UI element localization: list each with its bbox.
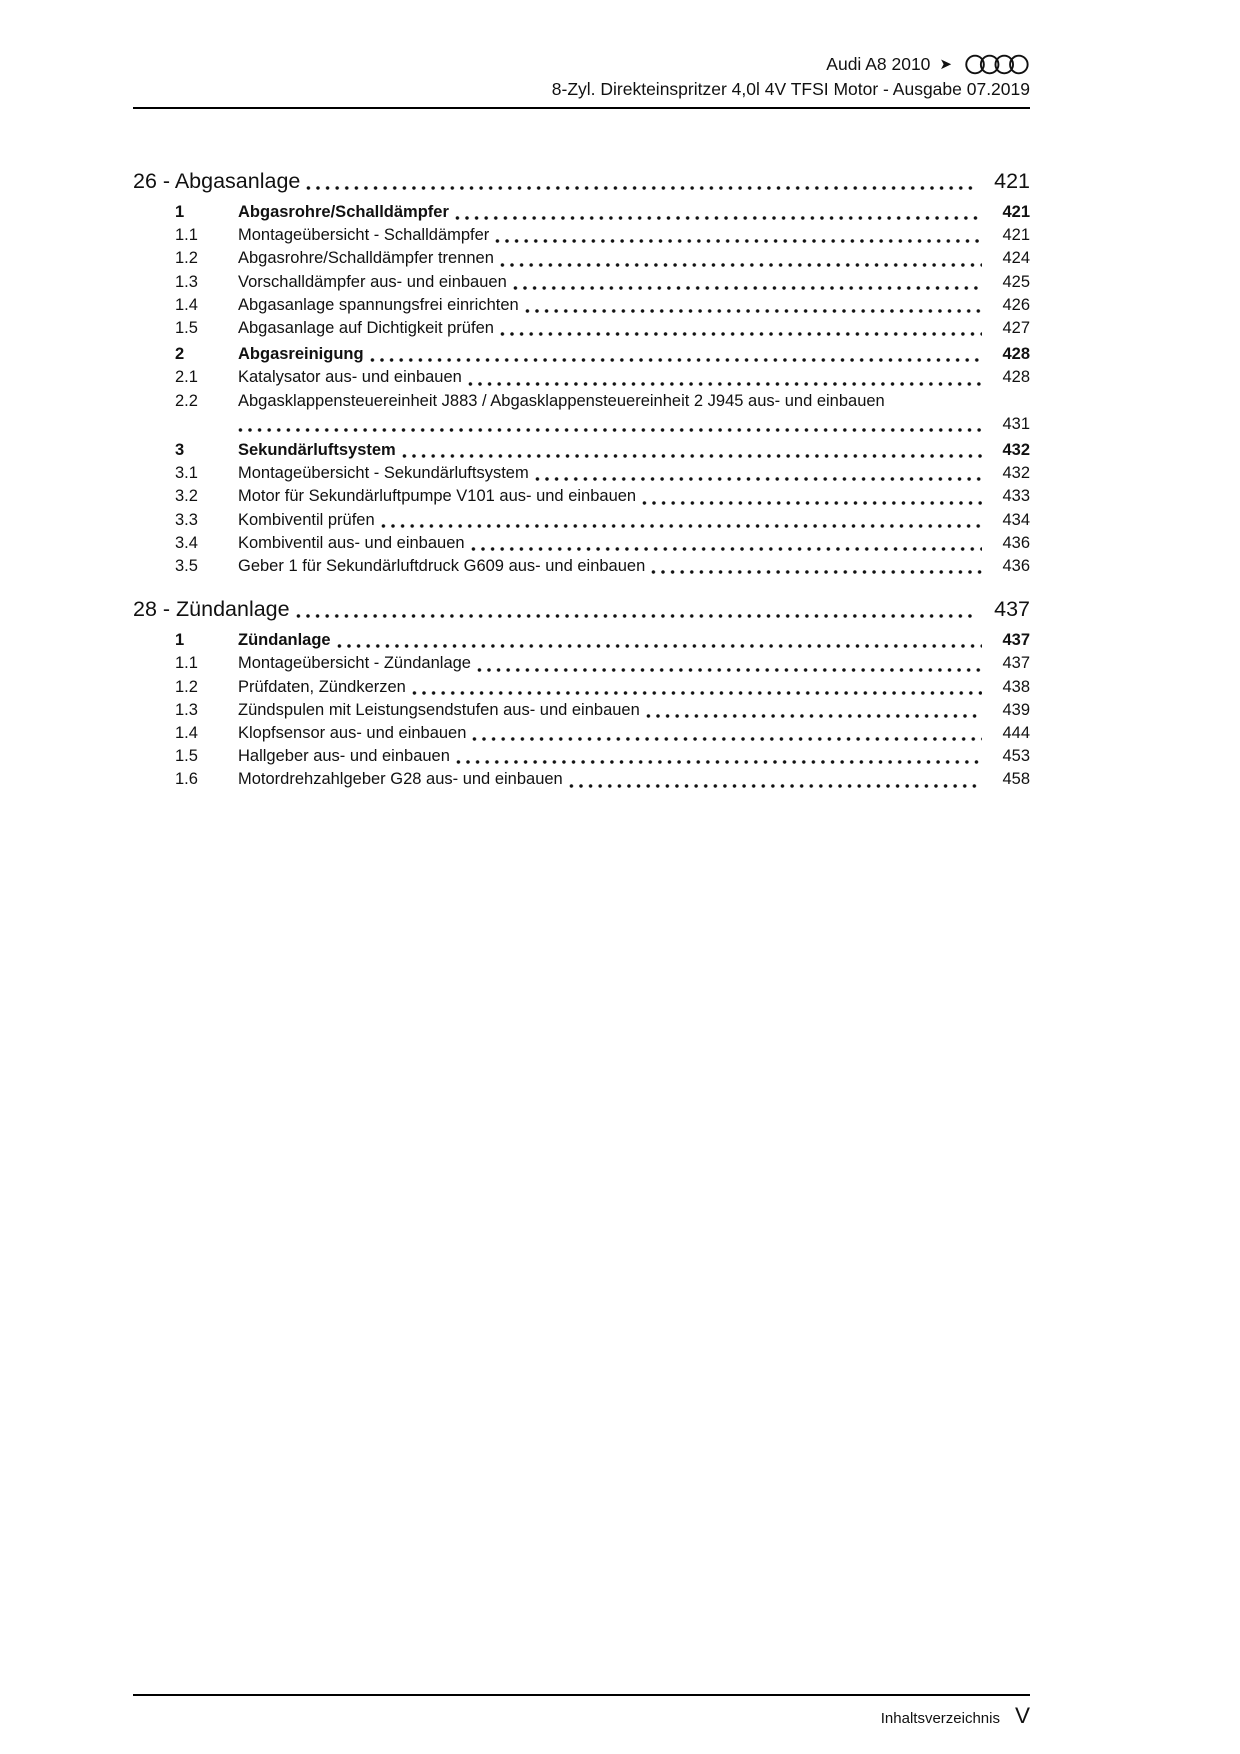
toc-entry: [133, 676, 1030, 699]
dot-leader: [495, 238, 982, 244]
entry-page-number: 437: [1002, 631, 1030, 650]
toc-entry: [133, 343, 1030, 366]
dot-leader: [500, 331, 982, 337]
dot-leader: [412, 690, 982, 696]
header-rule: [133, 107, 1030, 109]
dot-leader: [513, 285, 982, 291]
dot-leader: [468, 381, 982, 387]
entry-number: 3.2: [175, 487, 198, 506]
toc-entry: [133, 532, 1030, 555]
chapter-sections: [133, 201, 1030, 578]
entry-title: Montageübersicht - Zündanlage: [238, 654, 471, 673]
entry-number: 1.1: [175, 226, 198, 245]
entry-page-number: 444: [1002, 724, 1030, 743]
entry-page-number: 432: [1002, 464, 1030, 483]
entry-page-number: 438: [1002, 677, 1030, 696]
toc-chapter: [133, 596, 1030, 791]
entry-title: Abgasrohre/Schalldämpfer trennen: [238, 249, 494, 268]
entry-number: 3.1: [175, 464, 198, 483]
document-footer: [133, 1694, 1030, 1729]
chapter-row: [133, 596, 1030, 623]
toc-list: [133, 168, 1030, 792]
toc-entry: [133, 366, 1030, 389]
dot-leader: [471, 546, 982, 552]
entry-title: Zündanlage: [238, 631, 331, 650]
entry-page-number: 436: [1002, 557, 1030, 576]
entry-number: 1.4: [175, 724, 198, 743]
dot-leader: [370, 357, 982, 363]
toc-entry: [133, 439, 1030, 462]
entry-title: Kombiventil prüfen: [238, 510, 375, 529]
entry-page-number: 428: [1002, 345, 1030, 364]
toc-entry: [133, 745, 1030, 768]
entry-page-number: 428: [1002, 368, 1030, 387]
toc-entry: [133, 555, 1030, 578]
entry-page-number: 437: [1002, 654, 1030, 673]
chapter-page-number: 421: [994, 169, 1030, 193]
vehicle-model-line: [826, 54, 952, 75]
chapter-title: 28 - Zündanlage: [133, 597, 290, 622]
engine-edition-subtitle: 8-Zyl. Direkteinspritzer 4,0l 4V TFSI Motor - Ausgabe 07.2019: [551, 79, 1030, 99]
toc-entry: [133, 224, 1030, 247]
entry-title: Abgasrohre/Schalldämpfer: [238, 203, 449, 221]
entry-title: Vorschalldämpfer aus- und einbauen: [238, 272, 507, 291]
toc-entry: [133, 768, 1030, 791]
entry-number: 2: [175, 345, 185, 364]
chapter-title: 26 - Abgasanlage: [133, 169, 301, 193]
entry-page-number: 421: [1002, 203, 1030, 221]
entry-title: Geber 1 für Sekundärluftdruck G609 aus- und einbauen: [238, 557, 646, 576]
entry-title: Motordrehzahlgeber G28 aus- und einbauen: [238, 770, 563, 789]
document-header: [133, 54, 1030, 109]
dot-leader: [456, 759, 982, 765]
chapter-row: [133, 168, 1030, 195]
dot-leader: [238, 427, 982, 433]
entry-number: 1.4: [175, 295, 198, 314]
entry-number: 2.2: [175, 391, 198, 410]
entry-page-number: 425: [1002, 272, 1030, 291]
dot-leader: [296, 613, 974, 619]
dot-leader: [651, 569, 982, 575]
dot-leader: [402, 453, 982, 459]
toc-entry: [133, 294, 1030, 317]
toc-entry: [133, 247, 1030, 270]
entry-page-number: 432: [1002, 441, 1030, 460]
dot-leader: [455, 215, 982, 221]
entry-number: 1.5: [175, 319, 198, 338]
entry-number: 3.5: [175, 557, 198, 576]
toc-entry: [133, 271, 1030, 294]
dot-leader: [337, 643, 982, 649]
dot-leader: [472, 736, 982, 742]
dot-leader: [306, 185, 974, 191]
entry-page-number: 439: [1002, 700, 1030, 719]
toc-entry: [133, 201, 1030, 224]
entry-page-number: 421: [1002, 226, 1030, 245]
footer-page-number: V: [1014, 1703, 1030, 1728]
entry-number: 1.2: [175, 249, 198, 268]
entry-number: 1.2: [175, 677, 198, 696]
entry-title: Motor für Sekundärluftpumpe V101 aus- und einbauen: [238, 487, 637, 506]
toc-entry: [133, 485, 1030, 508]
entry-number: 1.3: [175, 272, 198, 291]
dot-leader: [381, 523, 982, 529]
entry-title: Zündspulen mit Leistungsendstufen aus- und einbauen: [238, 700, 640, 719]
entry-title: Katalysator aus- und einbauen: [238, 368, 462, 387]
entry-page-number: 453: [1002, 747, 1030, 766]
entry-page-number: 424: [1002, 249, 1030, 268]
toc-entry: [133, 509, 1030, 532]
footer-section-label: Inhaltsverzeichnis: [880, 1710, 1000, 1727]
entry-number: 3: [175, 441, 185, 460]
toc-entry: [133, 629, 1030, 652]
entry-title: Prüfdaten, Zündkerzen: [238, 677, 406, 696]
entry-number: 1.6: [175, 770, 198, 789]
chapter-sections: [133, 629, 1030, 791]
dot-leader: [535, 476, 982, 482]
entry-title: Sekundärluftsystem: [238, 441, 396, 460]
toc-entry: [133, 722, 1030, 745]
entry-number: 2.1: [175, 368, 198, 387]
toc-entry: [133, 699, 1030, 722]
entry-title: Abgasanlage auf Dichtigkeit prüfen: [238, 319, 494, 338]
dot-leader: [642, 500, 982, 506]
entry-number: 1: [175, 631, 185, 650]
dot-leader: [646, 713, 982, 719]
entry-page-number: 431: [1002, 414, 1030, 433]
entry-page-number: 426: [1002, 295, 1030, 314]
dot-leader: [500, 262, 982, 268]
toc-entry: [133, 652, 1030, 675]
toc-entry: [133, 462, 1030, 485]
entry-title: Montageübersicht - Schalldämpfer: [238, 226, 490, 245]
entry-title: Kombiventil aus- und einbauen: [238, 533, 465, 552]
toc-entry: [133, 390, 1030, 436]
entry-number: 1: [175, 203, 185, 221]
dot-leader: [477, 667, 982, 673]
entry-page-number: 434: [1002, 510, 1030, 529]
entry-title: Hallgeber aus- und einbauen: [238, 747, 450, 766]
header-top-line: [133, 54, 1030, 75]
entry-title: Abgasreinigung: [238, 345, 364, 364]
toc-entry: [133, 317, 1030, 340]
entry-title: Montageübersicht - Sekundärluftsystem: [238, 464, 529, 483]
dot-leader: [569, 783, 982, 789]
dot-leader: [525, 308, 982, 314]
entry-title: Klopfsensor aus- und einbauen: [238, 724, 467, 743]
entry-page-number: 433: [1002, 487, 1030, 506]
entry-title: Abgasklappensteuereinheit J883 / Abgasklappensteuereinheit 2 J945 aus- und einbauen: [238, 391, 885, 410]
entry-page-number: 427: [1002, 319, 1030, 338]
entry-number: 1.1: [175, 654, 198, 673]
toc-chapter: [133, 168, 1030, 578]
chapter-page-number: 437: [994, 597, 1030, 622]
vehicle-model-text: Audi A8 2010: [826, 54, 931, 74]
audi-rings-logo-icon: [964, 54, 1030, 75]
entry-number: 1.5: [175, 747, 198, 766]
entry-number: 1.3: [175, 700, 198, 719]
entry-number: 3.4: [175, 533, 198, 552]
entry-title: Abgasanlage spannungsfrei einrichten: [238, 295, 519, 314]
entry-number: 3.3: [175, 510, 198, 529]
entry-page-number: 458: [1002, 770, 1030, 789]
table-of-contents: [133, 168, 1030, 792]
onward-arrow-icon: ➤: [939, 56, 952, 73]
entry-page-number: 436: [1002, 533, 1030, 552]
